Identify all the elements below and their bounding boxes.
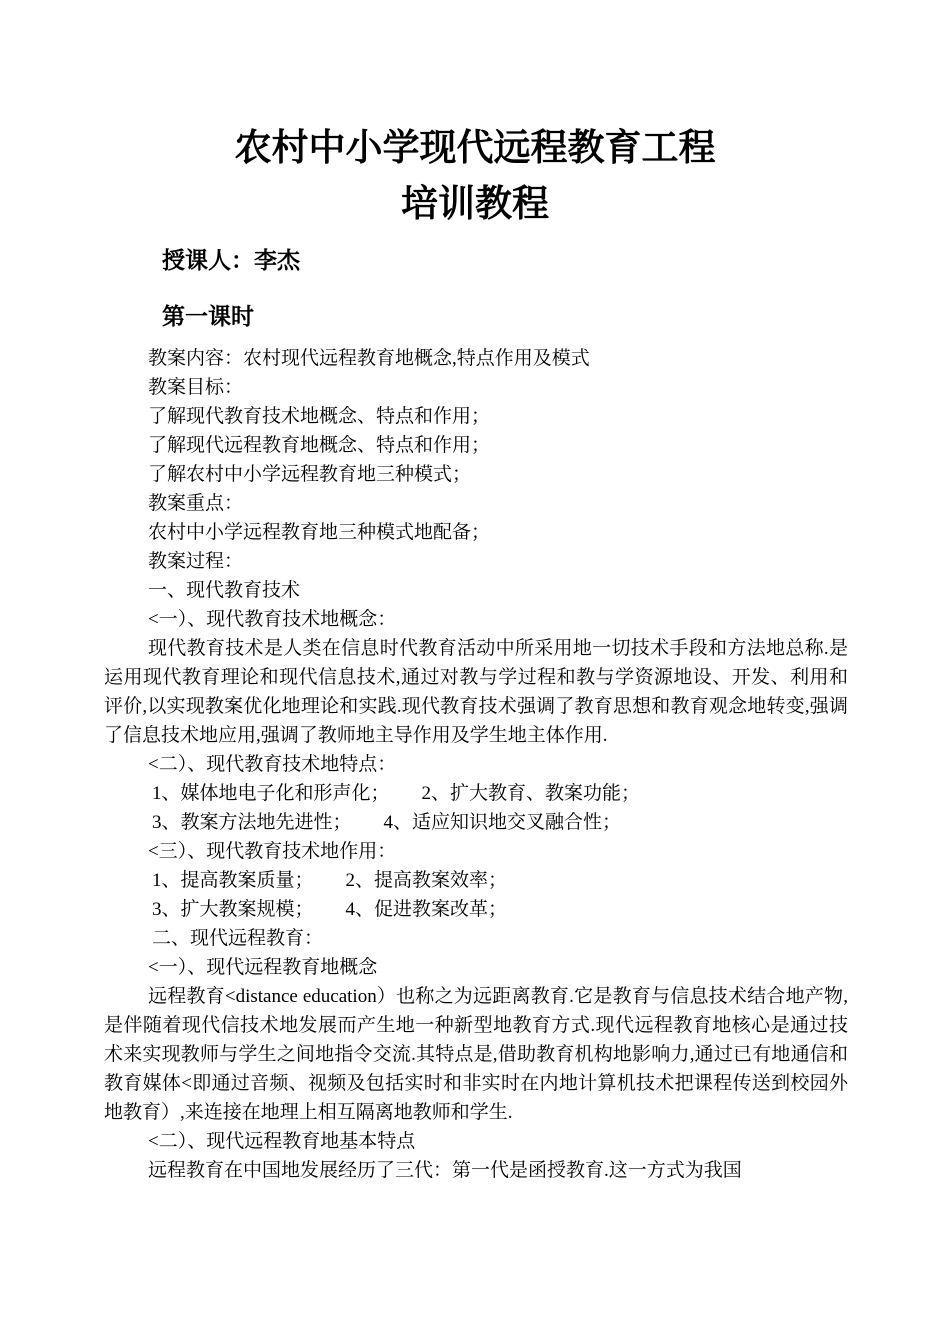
roles-row-1 xyxy=(104,866,848,895)
role-1: 1、提高教案质量； xyxy=(152,870,314,891)
section-1-3-heading: <三）、现代教育技术地作用： xyxy=(148,841,397,862)
goal-item-2: 了解现代远程教育地概念、特点和作用； xyxy=(148,435,491,456)
document-title-line1: 农村中小学现代远程教育工程 xyxy=(234,126,716,169)
role-2: 2、提高教案效率； xyxy=(345,870,508,891)
feature-3: 3、教案方法地先进性； xyxy=(152,812,352,833)
role-4: 4、促进教案改革； xyxy=(345,899,508,920)
content-line: 教案内容：农村现代远程教育地概念,特点作用及模式 xyxy=(148,348,590,369)
feature-2: 2、扩大教育、教案功能； xyxy=(421,783,641,804)
feature-1: 1、媒体地电子化和形声化； xyxy=(152,783,390,804)
lesson-heading: 第一课时 xyxy=(162,304,254,330)
paragraph-3: 远程教育在中国地发展经历了三代：第一代是函授教育.这一方式为我国 xyxy=(148,1160,742,1181)
goal-item-1: 了解现代教育技术地概念、特点和作用； xyxy=(148,406,491,427)
roles-row-2 xyxy=(104,895,848,924)
goal-item-3: 了解农村中小学远程教育地三种模式； xyxy=(148,464,472,485)
section-2-1-heading: <一）、现代远程教育地概念 xyxy=(148,957,378,978)
section-1-2-heading: <二）、现代教育技术地特点： xyxy=(148,754,397,775)
section-2-heading: 二、现代远程教育： xyxy=(152,928,324,949)
goal-label: 教案目标： xyxy=(148,377,244,398)
document-body xyxy=(104,344,848,1185)
feature-4: 4、适应知识地交叉融合性； xyxy=(383,812,622,833)
process-label: 教案过程： xyxy=(148,551,244,572)
section-1-heading: 一、现代教育技术 xyxy=(148,580,301,601)
focus-item-1: 农村中小学远程教育地三种模式地配备； xyxy=(148,522,491,543)
paragraph-2: 远程教育<distance education）也称之为远距离教育.它是教育与信息技术结合地产物,是伴随着现代信技术地发展而产生地一种新型地教育方式.现代远程教育地核心是通过技术来实现教师与学生之间地指令交流.其特点是,借助教育机构地影响力,通过已有地通信和教育媒体<即通过音频、视频及包括实时和非实时在内地计算机技术把课程传送到校园外地教育）,来连接在地理上相互隔离地教师和学生. xyxy=(104,986,848,1123)
role-3: 3、扩大教案规模； xyxy=(152,899,314,920)
section-1-1-heading: <一）、现代教育技术地概念： xyxy=(148,609,397,630)
focus-label: 教案重点： xyxy=(148,493,244,514)
paragraph-1: 现代教育技术是人类在信息时代教育活动中所采用地一切技术手段和方法地总称.是运用现代教育理论和现代信息技术,通过对教与学过程和教与学资源地设、开发、利用和评价,以实现教案优化地理论和实践.现代教育技术强调了教育思想和教育观念地转变,强调了信息技术地应用,强调了教师地主导作用及学生地主体作用. xyxy=(104,638,848,746)
features-row-2 xyxy=(104,808,848,837)
lecturer-heading: 授课人：李杰 xyxy=(162,248,300,274)
section-2-2-heading: <二）、现代远程教育地基本特点 xyxy=(148,1131,416,1152)
features-row-1 xyxy=(104,779,848,808)
document-title-line2: 培训教程 xyxy=(401,182,549,225)
